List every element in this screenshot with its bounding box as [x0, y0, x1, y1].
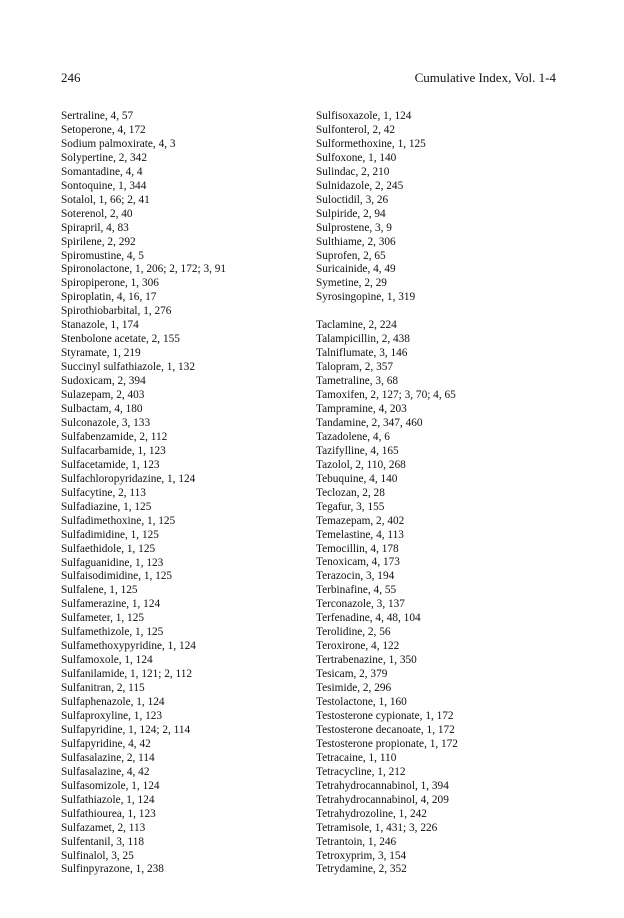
index-entry: Sulfapyridine, 4, 42 — [61, 737, 151, 750]
index-entry: Setoperone, 4, 172 — [61, 123, 146, 136]
index-entry: Spirapril, 4, 83 — [61, 221, 129, 234]
index-entry: Sulfonterol, 2, 42 — [316, 123, 396, 136]
index-entry: Sulnidazole, 2, 245 — [316, 179, 404, 192]
index-entry: Tetrahydrozoline, 1, 242 — [316, 807, 427, 820]
index-entry: Sulfacarbamide, 1, 123 — [61, 444, 166, 457]
index-entry: Sodium palmoxirate, 4, 3 — [61, 137, 176, 150]
index-entry: Sulpiride, 2, 94 — [316, 207, 386, 220]
index-entry: Stanazole, 1, 174 — [61, 319, 139, 332]
index-entry: Sulfacytine, 2, 113 — [61, 486, 146, 499]
running-head: Cumulative Index, Vol. 1-4 — [414, 70, 556, 85]
index-entry: Sulfaphenazole, 1, 124 — [61, 696, 165, 709]
index-column-right — [316, 110, 566, 877]
index-entry: Tametraline, 3, 68 — [316, 375, 399, 388]
index-entry: Testolactone, 1, 160 — [316, 696, 407, 709]
index-entry: Sulfamerazine, 1, 124 — [61, 598, 161, 611]
index-entry: Terazocin, 3, 194 — [316, 570, 395, 583]
index-entry: Sulfachloropyridazine, 1, 124 — [61, 472, 196, 485]
index-entry: Symetine, 2, 29 — [316, 277, 387, 290]
index-entry: Spirilene, 2, 292 — [61, 235, 136, 248]
index-entry: Sulfaproxyline, 1, 123 — [61, 709, 163, 722]
index-entry: Somantadine, 4, 4 — [61, 165, 143, 178]
index-entry: Sulfamethoxypyridine, 1, 124 — [61, 640, 196, 653]
index-entry: Sulthiame, 2, 306 — [316, 235, 396, 248]
index-entry: Talampicillin, 2, 438 — [316, 333, 410, 346]
index-entry: Solypertine, 2, 342 — [61, 151, 147, 164]
index-entry: Terbinafine, 4, 55 — [316, 584, 397, 597]
index-entry: Terolidine, 2, 56 — [316, 626, 391, 639]
index-entry: Talniflumate, 3, 146 — [316, 347, 408, 360]
index-entry: Sulfasomizole, 1, 124 — [61, 779, 160, 792]
index-entry: Tenoxicam, 4, 173 — [316, 556, 400, 569]
index-entry: Spiroplatin, 4, 16, 17 — [61, 291, 157, 304]
index-entry: Tesicam, 2, 379 — [316, 668, 388, 681]
index-entry: Sulfazamet, 2, 113 — [61, 821, 146, 834]
index-entry: Sulfaethidole, 1, 125 — [61, 542, 156, 555]
index-entry: Sulfasalazine, 2, 114 — [61, 751, 155, 764]
index-entry: Sotalol, 1, 66; 2, 41 — [61, 193, 150, 206]
index-entry: Sulfaguanidine, 1, 123 — [61, 556, 164, 569]
index-entry: Suloctidil, 3, 26 — [316, 193, 389, 206]
index-entry: Tegafur, 3, 155 — [316, 500, 385, 513]
index-entry: Teroxirone, 4, 122 — [316, 640, 400, 653]
index-entry: Sontoquine, 1, 344 — [61, 179, 147, 192]
index-entry: Spiromustine, 4, 5 — [61, 249, 144, 262]
index-entry: Sertraline, 4, 57 — [61, 110, 134, 122]
index-entry: Sulfaisodimidine, 1, 125 — [61, 570, 173, 583]
index-entry: Sulazepam, 2, 403 — [61, 389, 145, 402]
index-entry: Sulfamethizole, 1, 125 — [61, 626, 164, 639]
index-entry: Sulfapyridine, 1, 124; 2, 114 — [61, 723, 191, 736]
index-entry: Sulfinpyrazone, 1, 238 — [61, 863, 164, 876]
index-entry: Sulfoxone, 1, 140 — [316, 151, 397, 164]
index-entry: Spiropiperone, 1, 306 — [61, 277, 159, 290]
index-entry: Succinyl sulfathiazole, 1, 132 — [61, 361, 195, 374]
index-entry: Taclamine, 2, 224 — [316, 319, 397, 332]
index-entry: Spironolactone, 1, 206; 2, 172; 3, 91 — [61, 263, 227, 276]
index-entry: Sulbactam, 4, 180 — [61, 403, 143, 416]
index-entry: Tetrahydrocannabinol, 4, 209 — [316, 793, 449, 806]
index-entry: Tazifylline, 4, 165 — [316, 444, 399, 457]
index-entry: Tampramine, 4, 203 — [316, 403, 407, 415]
index-entry: Terfenadine, 4, 48, 104 — [316, 612, 421, 625]
index-entry: Sulformethoxine, 1, 125 — [316, 137, 426, 150]
index-entry: Tetramisole, 1, 431; 3, 226 — [316, 821, 438, 834]
index-entry: Sulfacetamide, 1, 123 — [61, 458, 160, 471]
index-entry: Tamoxifen, 2, 127; 3, 70; 4, 65 — [316, 389, 456, 402]
index-entry: Tetrantoin, 1, 246 — [316, 835, 397, 848]
index-entry: Suricainide, 4, 49 — [316, 263, 396, 276]
index-entry: Sulfadiazine, 1, 125 — [61, 500, 152, 513]
index-entry: Tebuquine, 4, 140 — [316, 472, 398, 485]
page-number: 246 — [61, 70, 81, 85]
index-entry: Soterenol, 2, 40 — [61, 207, 133, 220]
index-entry: Tazolol, 2, 110, 268 — [316, 458, 406, 471]
index-entry: Sulfadimethoxine, 1, 125 — [61, 514, 176, 527]
index-entry: Sulprostene, 3, 9 — [316, 221, 392, 234]
index-entry: Sulfentanil, 3, 118 — [61, 835, 145, 848]
index-entry: Terconazole, 3, 137 — [316, 598, 405, 611]
index-entry: Sulfathiazole, 1, 124 — [61, 793, 155, 806]
index-entry: Sulfamoxole, 1, 124 — [61, 654, 153, 667]
index-entry: Sulfanilamide, 1, 121; 2, 112 — [61, 668, 193, 681]
index-entry: Temocillin, 4, 178 — [316, 542, 399, 555]
index-entry: Tetracaine, 1, 110 — [316, 751, 397, 764]
index-entry: Sulfanitran, 2, 115 — [61, 682, 145, 695]
index-entry: Sulfalene, 1, 125 — [61, 584, 138, 597]
letter-group-gap — [316, 305, 566, 319]
index-entry: Sulindac, 2, 210 — [316, 165, 390, 178]
index-entry: Temelastine, 4, 113 — [316, 528, 404, 541]
index-entry: Testosterone decanoate, 1, 172 — [316, 723, 455, 736]
index-entry: Syrosingopine, 1, 319 — [316, 291, 416, 304]
index-entry: Tesimide, 2, 296 — [316, 682, 392, 695]
index-entry: Tetroxyprim, 3, 154 — [316, 849, 407, 862]
index-entry: Testosterone cypionate, 1, 172 — [316, 709, 454, 722]
index-entry: Sulfadimidine, 1, 125 — [61, 528, 159, 541]
index-entry: Teclozan, 2, 28 — [316, 486, 385, 499]
index-entry: Styramate, 1, 219 — [61, 347, 141, 360]
index-entry: Sulfameter, 1, 125 — [61, 612, 144, 625]
index-entry: Sulfabenzamide, 2, 112 — [61, 430, 168, 443]
index-entry: Tazadolene, 4, 6 — [316, 430, 390, 443]
index-entry: Testosterone propionate, 1, 172 — [316, 737, 458, 750]
index-entry: Tetrydamine, 2, 352 — [316, 863, 407, 876]
index-entry: Sulfinalol, 3, 25 — [61, 849, 134, 862]
index-entry: Talopram, 2, 357 — [316, 361, 394, 374]
index-entry: Sulconazole, 3, 133 — [61, 416, 151, 429]
index-entry: Sulfathiourea, 1, 123 — [61, 807, 156, 820]
index-entry: Tandamine, 2, 347, 460 — [316, 416, 423, 429]
index-entry: Suprofen, 2, 65 — [316, 249, 386, 262]
index-entry: Stenbolone acetate, 2, 155 — [61, 333, 180, 346]
index-entry: Tetracycline, 1, 212 — [316, 765, 406, 778]
index-entry: Sulfisoxazole, 1, 124 — [316, 110, 412, 122]
index-entry: Sulfasalazine, 4, 42 — [61, 765, 150, 778]
index-entry: Temazepam, 2, 402 — [316, 514, 405, 527]
index-entry: Sudoxicam, 2, 394 — [61, 375, 146, 388]
index-entry: Spirothiobarbital, 1, 276 — [61, 305, 172, 318]
index-entry: Tetrahydrocannabinol, 1, 394 — [316, 779, 449, 792]
index-column-left — [61, 110, 301, 877]
index-entry: Tertrabenazine, 1, 350 — [316, 654, 417, 667]
